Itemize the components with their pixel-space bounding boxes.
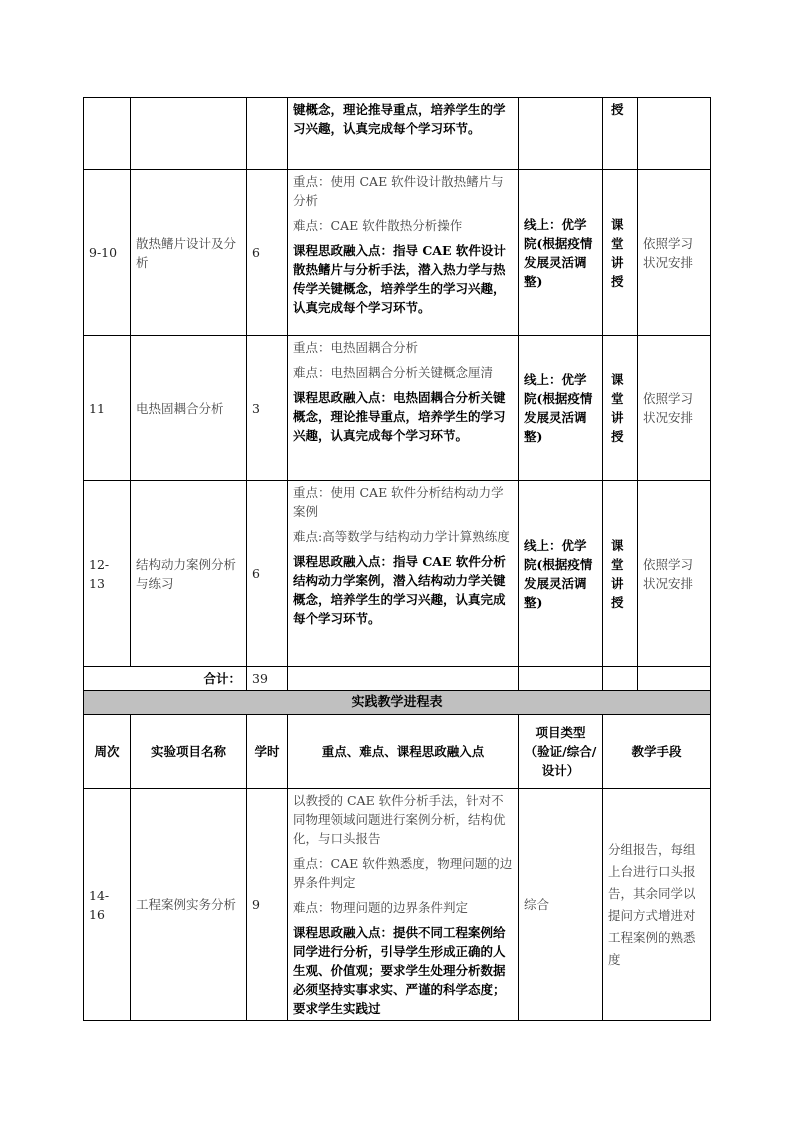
note-cell: 依照学习状况安排 — [638, 481, 711, 667]
table-row — [84, 170, 711, 336]
week-cell: 12-13 — [84, 481, 131, 667]
hours-cell: 3 — [247, 336, 288, 481]
hours-cell: 6 — [247, 481, 288, 667]
content-cell — [288, 170, 519, 336]
header-week: 周次 — [84, 715, 131, 789]
content-key-point: 重点：电热固耦合分析 — [293, 340, 419, 355]
total-value: 39 — [247, 667, 288, 691]
header-teaching-method: 教学手段 — [603, 715, 711, 789]
content-cell — [288, 481, 519, 667]
topic-name-cell: 电热固耦合分析 — [131, 336, 247, 481]
mode-cell: 线上：优学院(根据疫情发展灵活调整) — [519, 170, 603, 336]
mode-cell: 线上：优学院(根据疫情发展灵活调整) — [519, 336, 603, 481]
method-cell: 课堂讲授 — [603, 481, 638, 667]
table-row — [84, 481, 711, 667]
course-schedule-table — [83, 97, 711, 1021]
teaching-method-cell: 分组报告，每组上台进行口头报告，其余同学以提问方式增进对工程案例的熟悉度 — [603, 789, 711, 1021]
content-ideology: 课程思政融入点：指导 CAE 软件设计散热鳍片与分析手法，潜入热力学与热传学关键概念，培养学生的学习兴趣，认真完成每个学习环节。 — [293, 243, 506, 315]
table-row — [84, 336, 711, 481]
project-name-cell: 工程案例实务分析 — [131, 789, 247, 1021]
week-cell: 9-10 — [84, 170, 131, 336]
week-cell: 11 — [84, 336, 131, 481]
content-ideology: 课程思政融入点：指导 CAE 软件分析结构动力学案例，潜入结构动力学关键概念，培养学生的学习兴趣，认真完成每个学习环节。 — [293, 554, 506, 626]
table-row — [84, 98, 711, 170]
hours-cell: 9 — [247, 789, 288, 1021]
topic-name-cell — [131, 98, 247, 170]
note-cell — [638, 98, 711, 170]
table-header-row — [84, 715, 711, 789]
header-content: 重点、难点、课程思政融入点 — [288, 715, 519, 789]
mode-cell: 线上：优学院(根据疫情发展灵活调整) — [519, 481, 603, 667]
content-difficulty: 难点：电热固耦合分析关键概念厘清 — [293, 365, 494, 380]
content-cell — [288, 98, 519, 170]
hours-cell: 6 — [247, 170, 288, 336]
week-cell — [84, 98, 131, 170]
method-cell: 课堂讲授 — [603, 336, 638, 481]
mode-cell — [519, 98, 603, 170]
practice-section-title: 实践教学进程表 — [84, 691, 711, 715]
method-cell: 授 — [603, 98, 638, 170]
content-ideology: 键概念，理论推导重点，培养学生的学习兴趣，认真完成每个学习环节。 — [293, 102, 506, 136]
content-difficulty: 难点:高等数学与结构动力学计算熟练度 — [293, 529, 510, 544]
content-key-point: 重点：CAE 软件熟悉度，物理问题的边界条件判定 — [293, 856, 513, 890]
header-project-name: 实验项目名称 — [131, 715, 247, 789]
total-row — [84, 667, 711, 691]
week-cell: 14-16 — [84, 789, 131, 1021]
hours-cell — [247, 98, 288, 170]
topic-name-cell: 结构动力案例分析与练习 — [131, 481, 247, 667]
content-key-point: 重点：使用 CAE 软件设计散热鳍片与分析 — [293, 174, 504, 208]
note-cell: 依照学习状况安排 — [638, 170, 711, 336]
content-ideology: 课程思政融入点：电热固耦合分析关键概念，理论推导重点，培养学生的学习兴趣，认真完成每个学习环节。 — [293, 390, 506, 443]
project-type-cell: 综合 — [519, 789, 603, 1021]
content-description: 以教授的 CAE 软件分析手法，针对不同物理领域问题进行案例分析，结构优化，与口头报告 — [293, 793, 506, 846]
header-project-type: 项目类型（验证/综合/设计） — [519, 715, 603, 789]
total-label: 合计： — [84, 667, 247, 691]
section-header-row — [84, 691, 711, 715]
table-row — [84, 789, 711, 1021]
header-hours: 学时 — [247, 715, 288, 789]
content-difficulty: 难点：物理问题的边界条件判定 — [293, 900, 469, 915]
content-difficulty: 难点：CAE 软件散热分析操作 — [293, 218, 463, 233]
content-key-point: 重点：使用 CAE 软件分析结构动力学案例 — [293, 485, 504, 519]
content-cell — [288, 789, 519, 1021]
topic-name-cell: 散热鳍片设计及分析 — [131, 170, 247, 336]
method-cell: 课堂讲授 — [603, 170, 638, 336]
content-ideology: 课程思政融入点：提供不同工程案例给同学进行分析，引导学生形成正确的人生观、价值观；要求学生处理分析数据必须坚持实事求实、严谨的科学态度；要求学生实践过 — [293, 925, 506, 1016]
content-cell — [288, 336, 519, 481]
note-cell: 依照学习状况安排 — [638, 336, 711, 481]
